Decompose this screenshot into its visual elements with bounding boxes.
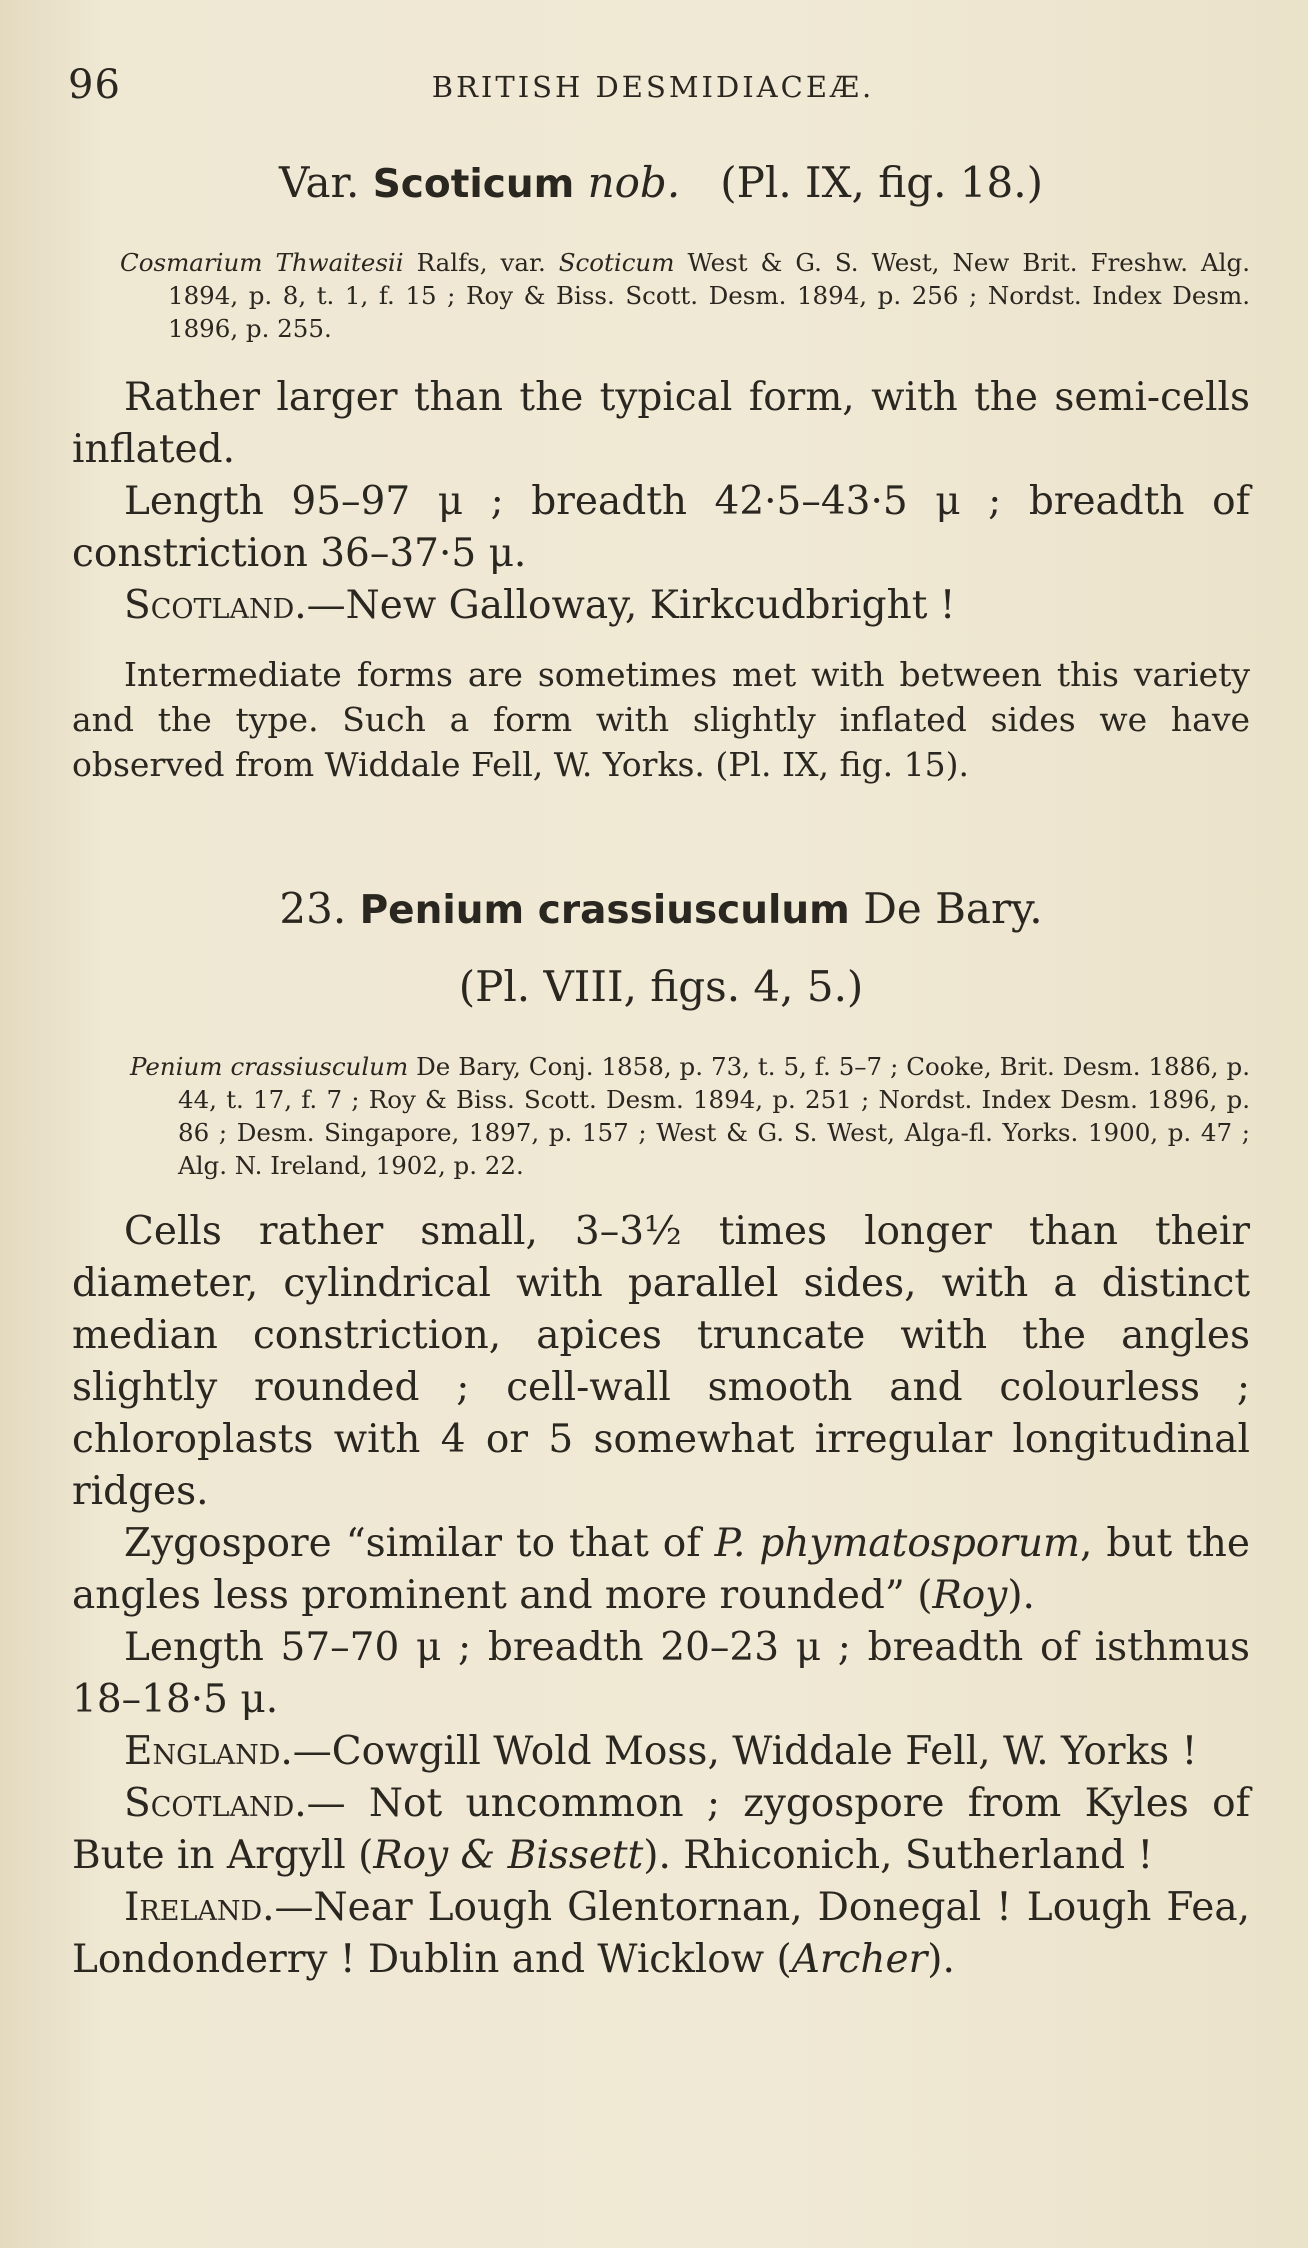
variety-heading (72, 158, 1250, 207)
page-header (68, 62, 1238, 122)
england-locality (72, 1726, 1250, 1778)
variety-locality-text: —New Galloway, Kirkcudbright ! (306, 583, 956, 628)
variety-reference-taxon: Cosmarium Thwaitesii (120, 248, 404, 277)
page-number: 96 (68, 62, 121, 108)
variety-reference-text2: West & G. S. West, New Brit. Freshw. Alg. 1894, p. 8, t. 1, f. 15 ; Roy & Biss. Scott. Desm. 1894, p. 256 ; Nordst. Index Desm. 1896, p. 255. (168, 248, 1250, 343)
variety-reference (120, 246, 1250, 345)
ireland-author: Archer (791, 1937, 928, 1982)
species-plate-line (72, 962, 1250, 1011)
zygospore-paragraph (72, 1518, 1250, 1622)
species-reference (130, 1050, 1250, 1182)
england-text: —Cowgill Wold Moss, Widdale Fell, W. Yorks ! (292, 1729, 1198, 1774)
ireland-text2: ). (927, 1937, 955, 1982)
variety-locality (72, 580, 1250, 632)
zygospore-text1: Zygospore “similar to that of (124, 1521, 715, 1566)
scotland-author: Roy & Bissett (373, 1833, 644, 1878)
species-reference-taxon: Penium crassiusculum (130, 1052, 409, 1081)
species-description: Cells rather small, 3–3½ times longer than their diameter, cylindrical with parallel sides, with a distinct median constriction, apices truncate with the angles slightly rounded ; cell-wall smooth and colourless ; chloroplasts with 4 or 5 somewhat irregular longitudinal ridges. (72, 1209, 1250, 1514)
variety-body (72, 372, 1250, 632)
england-region: England. (124, 1729, 293, 1774)
scotland-text1: — Not uncommon ; zygospore from Kyles of Bute in Argyll ( (72, 1781, 1250, 1878)
species-body (72, 1206, 1250, 1986)
zygospore-text3: ). (1007, 1573, 1035, 1618)
variety-prefix: Var. (278, 158, 360, 207)
variety-reference-var: Scoticum (558, 248, 675, 277)
ireland-locality (72, 1882, 1250, 1986)
species-plate: (Pl. VIII, figs. 4, 5.) (458, 962, 864, 1011)
variety-measurements: Length 95–97 μ ; breadth 42·5–43·5 μ ; breadth of constriction 36–37·5 μ. (72, 479, 1250, 576)
species-authority: De Bary. (863, 884, 1043, 933)
variety-description: Rather larger than the typical form, with the semi-cells inflated. (72, 375, 1250, 472)
variety-note: Intermediate forms are sometimes met with between this variety and the type. Such a form with slightly inflated sides we have observed from Widdale Fell, W. Yorks. (Pl. IX, fig. 15). (72, 655, 1250, 784)
species-measurements: Length 57–70 μ ; breadth 20–23 μ ; breadth of isthmus 18–18·5 μ. (72, 1625, 1250, 1722)
variety-reference-text1: Ralfs, var. (403, 248, 559, 277)
variety-locality-region: Scotland. (124, 583, 307, 628)
zygospore-text2: , but the angles less prominent and more rounded” ( (72, 1521, 1250, 1618)
zygospore-author: Roy (932, 1573, 1008, 1618)
species-reference-text: De Bary, Conj. 1858, p. 73, t. 5, f. 5–7 ; Cooke, Brit. Desm. 1886, p. 44, t. 17, f. 7 ; Roy & Biss. Scott. Desm. 1894, p. 251 ; Nordst. Index Desm. 1896, p. 86 ; Desm. Singapore, 1897, p. 157 ; West & G. S. West, Alga-fl. Yorks. 1900, p. 47 ; Alg. N. Ireland, 1902, p. 22. (178, 1052, 1250, 1180)
species-name: Penium crassiusculum (359, 888, 850, 933)
scotland-region: Scotland. (124, 1781, 307, 1826)
zygospore-taxon: P. phymatosporum (714, 1521, 1081, 1566)
ireland-text1: —Near Lough Glentornan, Donegal ! Lough Fea, Londonderry ! Dublin and Wicklow ( (72, 1885, 1250, 1982)
species-number: 23. (279, 884, 347, 933)
ireland-region: Ireland. (124, 1885, 275, 1930)
species-heading (72, 884, 1250, 933)
variety-authority: nob. (587, 158, 681, 207)
running-head: BRITISH DESMIDIACEÆ. (431, 70, 875, 104)
variety-plate: (Pl. IX, fig. 18.) (720, 158, 1043, 207)
scotland-text2: ). Rhiconich, Sutherland ! (643, 1833, 1154, 1878)
variety-note-block (72, 652, 1250, 787)
scotland-locality (72, 1778, 1250, 1882)
variety-name: Scoticum (372, 162, 575, 207)
